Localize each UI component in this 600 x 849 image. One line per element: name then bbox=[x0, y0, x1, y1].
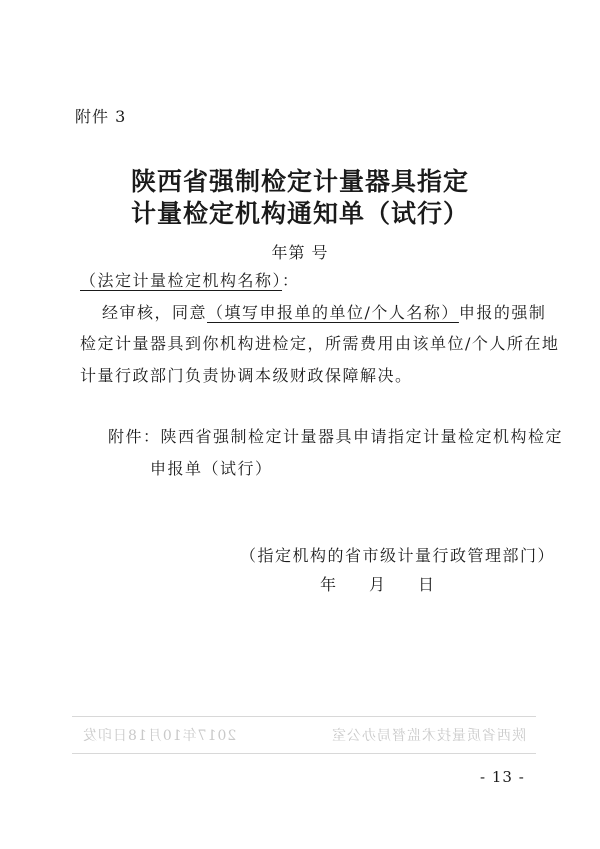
doc-number-suffix: 号 bbox=[311, 243, 329, 262]
paragraph-line-1 bbox=[102, 300, 546, 323]
footer-office: 陕西省质量技术监督局办公室 bbox=[331, 728, 526, 744]
date-month: 月 bbox=[369, 575, 387, 594]
addressee-colon: ： bbox=[282, 271, 300, 290]
paragraph-line-2: 检定计量器具到你机构进检定，所需费用由该单位/个人所在地 bbox=[80, 334, 560, 353]
attachment-label: 附件 3 bbox=[75, 107, 127, 126]
title-line-1: 陕西省强制检定计量器具指定 bbox=[130, 167, 469, 196]
issuer: （指定机构的省市级计量行政管理部门） bbox=[240, 546, 556, 565]
addressee-name: （法定计量检定机构名称） bbox=[80, 271, 283, 290]
document-number bbox=[0, 240, 600, 263]
doc-number-year: 年第 bbox=[271, 243, 306, 262]
issue-date bbox=[320, 572, 435, 595]
date-year: 年 bbox=[320, 575, 338, 594]
paragraph-line-1-prefix: 经审核，同意 bbox=[102, 303, 208, 322]
attachment-note-line-1: 附件：陕西省强制检定计量器具申请指定计量检定机构检定 bbox=[108, 427, 564, 446]
title-line-2: 计量检定机构通知单（试行） bbox=[130, 199, 469, 228]
footer-date-stamp: 2017年10月18日印发 bbox=[82, 728, 237, 744]
paragraph-line-1-suffix: 申报的强制 bbox=[458, 303, 547, 322]
date-day: 日 bbox=[418, 575, 436, 594]
page-number: - 13 - bbox=[480, 768, 525, 786]
paragraph-line-3: 计量行政部门负责协调本级财政保障解决。 bbox=[80, 366, 413, 385]
addressee bbox=[80, 268, 300, 291]
footer-bleed-through bbox=[72, 716, 536, 754]
paragraph-applicant-field: （填写申报单的单位/个人名称） bbox=[207, 303, 459, 322]
attachment-note-line-2: 申报单（试行） bbox=[150, 459, 273, 478]
